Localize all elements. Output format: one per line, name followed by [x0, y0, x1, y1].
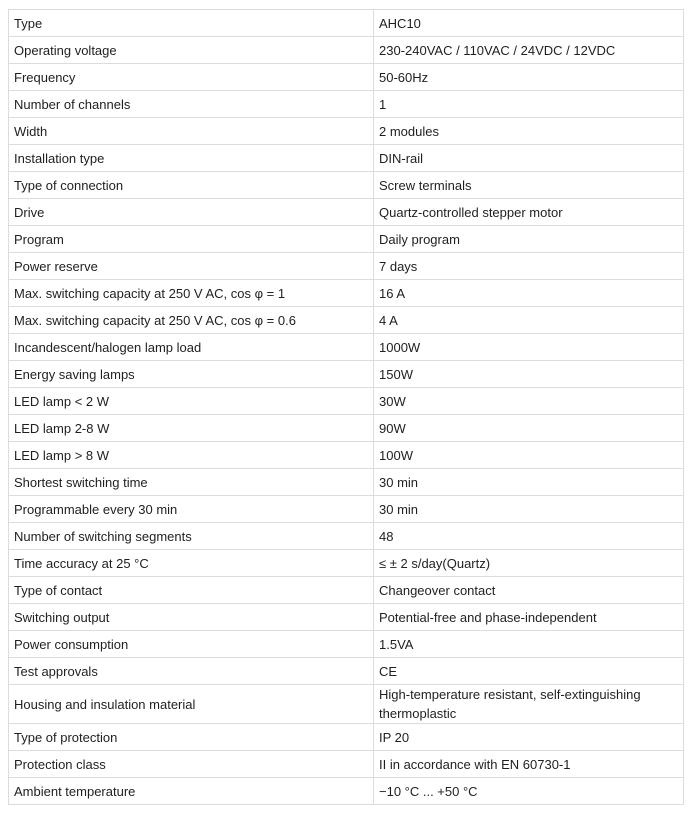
table-row	[9, 253, 684, 280]
table-row	[9, 172, 684, 199]
spec-value: Quartz-controlled stepper motor	[374, 199, 684, 226]
table-row	[9, 550, 684, 577]
spec-value: CE	[374, 658, 684, 685]
spec-label: LED lamp < 2 W	[9, 388, 374, 415]
table-row	[9, 388, 684, 415]
table-row	[9, 334, 684, 361]
spec-label: Frequency	[9, 64, 374, 91]
spec-value: IP 20	[374, 724, 684, 751]
table-row	[9, 685, 684, 724]
spec-label: Incandescent/halogen lamp load	[9, 334, 374, 361]
spec-value: 48	[374, 523, 684, 550]
spec-label: Type	[9, 10, 374, 37]
table-row	[9, 118, 684, 145]
table-row	[9, 415, 684, 442]
spec-value: High-temperature resistant, self-extinguishing thermoplastic	[374, 685, 684, 724]
table-row	[9, 442, 684, 469]
spec-value: Screw terminals	[374, 172, 684, 199]
spec-label: Shortest switching time	[9, 469, 374, 496]
spec-value: DIN-rail	[374, 145, 684, 172]
spec-value: 50-60Hz	[374, 64, 684, 91]
spec-label: Ambient temperature	[9, 778, 374, 805]
table-row	[9, 496, 684, 523]
spec-label: Type of connection	[9, 172, 374, 199]
spec-value: Potential-free and phase-independent	[374, 604, 684, 631]
spec-label: Power consumption	[9, 631, 374, 658]
spec-value: 30 min	[374, 469, 684, 496]
specifications-table	[8, 9, 684, 805]
spec-value: 100W	[374, 442, 684, 469]
spec-value: 90W	[374, 415, 684, 442]
table-row	[9, 145, 684, 172]
table-row	[9, 91, 684, 118]
spec-value: 30W	[374, 388, 684, 415]
spec-label: Test approvals	[9, 658, 374, 685]
spec-label: LED lamp 2-8 W	[9, 415, 374, 442]
table-row	[9, 631, 684, 658]
table-row	[9, 604, 684, 631]
spec-label: Program	[9, 226, 374, 253]
spec-value: −10 °C ... +50 °C	[374, 778, 684, 805]
spec-value: ≤ ± 2 s/day(Quartz)	[374, 550, 684, 577]
table-row	[9, 778, 684, 805]
spec-label: Energy saving lamps	[9, 361, 374, 388]
spec-value: Changeover contact	[374, 577, 684, 604]
spec-value: 1.5VA	[374, 631, 684, 658]
table-row	[9, 724, 684, 751]
spec-label: Operating voltage	[9, 37, 374, 64]
table-row	[9, 226, 684, 253]
table-row	[9, 658, 684, 685]
spec-value: 150W	[374, 361, 684, 388]
table-row	[9, 307, 684, 334]
spec-value: AHC10	[374, 10, 684, 37]
spec-label: Drive	[9, 199, 374, 226]
spec-label: Max. switching capacity at 250 V AC, cos φ = 1	[9, 280, 374, 307]
table-row	[9, 64, 684, 91]
spec-value: 1	[374, 91, 684, 118]
table-row	[9, 577, 684, 604]
spec-label: Power reserve	[9, 253, 374, 280]
spec-value: 30 min	[374, 496, 684, 523]
spec-label: Width	[9, 118, 374, 145]
spec-label: Programmable every 30 min	[9, 496, 374, 523]
spec-label: Protection class	[9, 751, 374, 778]
spec-label: Time accuracy at 25 °C	[9, 550, 374, 577]
table-row	[9, 199, 684, 226]
table-row	[9, 361, 684, 388]
spec-label: Number of switching segments	[9, 523, 374, 550]
spec-label: Installation type	[9, 145, 374, 172]
spec-label: Max. switching capacity at 250 V AC, cos φ = 0.6	[9, 307, 374, 334]
table-row	[9, 10, 684, 37]
spec-value: II in accordance with EN 60730-1	[374, 751, 684, 778]
spec-label: Type of protection	[9, 724, 374, 751]
spec-label: Switching output	[9, 604, 374, 631]
spec-value: 16 A	[374, 280, 684, 307]
spec-value: 230-240VAC / 110VAC / 24VDC / 12VDC	[374, 37, 684, 64]
table-row	[9, 37, 684, 64]
table-row	[9, 523, 684, 550]
spec-label: Number of channels	[9, 91, 374, 118]
spec-label: LED lamp > 8 W	[9, 442, 374, 469]
spec-label: Housing and insulation material	[9, 685, 374, 724]
spec-value: 7 days	[374, 253, 684, 280]
spec-value: 4 A	[374, 307, 684, 334]
table-row	[9, 751, 684, 778]
spec-value: Daily program	[374, 226, 684, 253]
spec-value: 2 modules	[374, 118, 684, 145]
spec-label: Type of contact	[9, 577, 374, 604]
table-row	[9, 469, 684, 496]
spec-value: 1000W	[374, 334, 684, 361]
table-row	[9, 280, 684, 307]
